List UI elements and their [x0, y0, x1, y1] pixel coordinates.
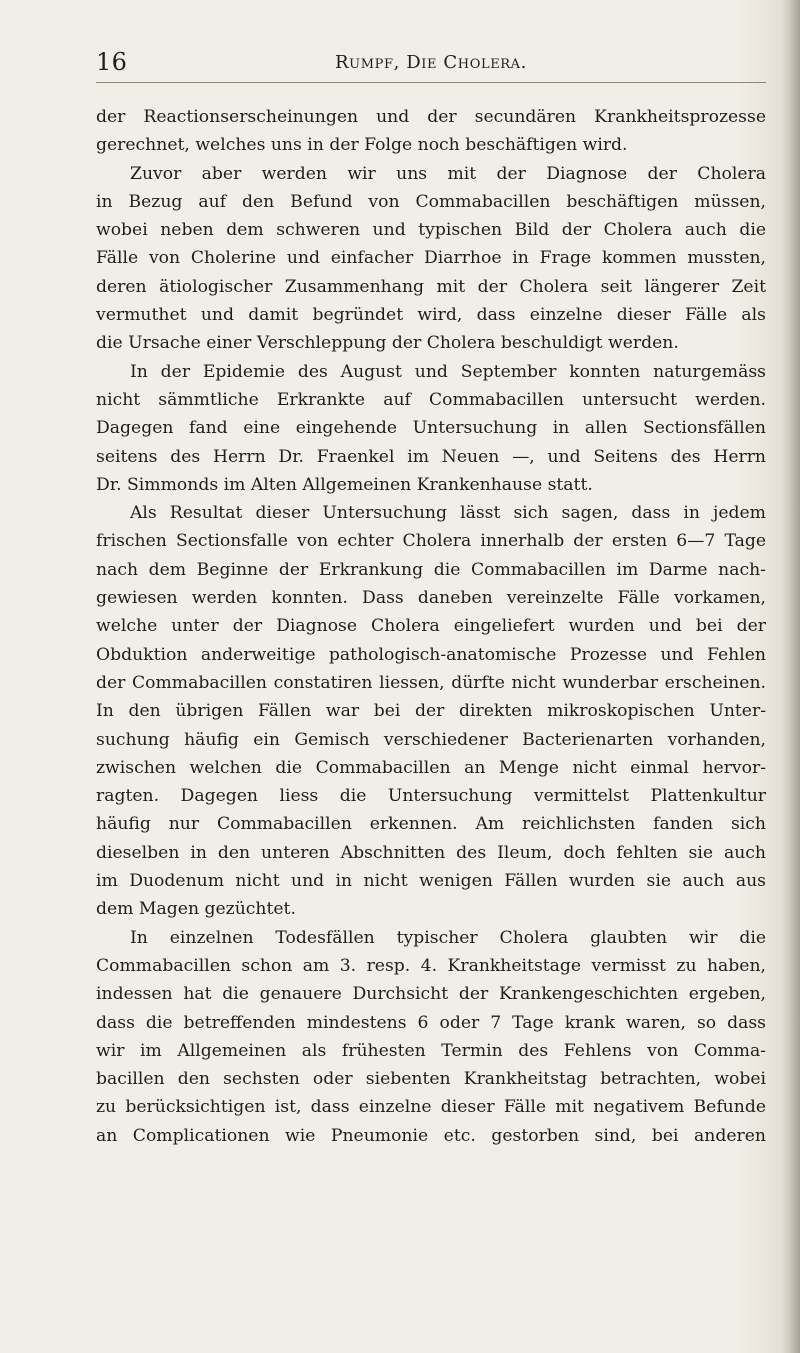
text-line: wir im Allgemeinen als frühesten Termin des Fehlens von Comma- [96, 1040, 766, 1061]
running-head: Rumpf, Die Cholera. [335, 52, 527, 73]
text-line: der Commabacillen constatiren liessen, dürfte nicht wunderbar erscheinen. [96, 672, 766, 693]
text-line: seitens des Herrn Dr. Fraenkel im Neuen —, und Seitens des Herrn [96, 446, 766, 467]
text-line: in Bezug auf den Befund von Commabacillen beschäftigen müssen, [96, 191, 766, 212]
text-line: im Duodenum nicht und in nicht wenigen Fällen wurden sie auch aus [96, 871, 766, 892]
text-line: indessen hat die genauere Durchsicht der Krankengeschichten ergeben, [96, 984, 766, 1005]
page-number: 16 [96, 48, 128, 76]
text-line: zu berücksichtigen ist, dass einzelne dieser Fälle mit negativem Befunde [96, 1097, 766, 1118]
text-line: nicht sämmtliche Erkrankte auf Commabacillen untersucht werden. [96, 389, 766, 410]
text-line: Dagegen fand eine eingehende Untersuchung in allen Sectionsfällen [96, 418, 766, 439]
body-text [96, 103, 766, 1150]
text-line: wobei neben dem schweren und typischen Bild der Cholera auch die [96, 220, 766, 241]
text-line: In einzelnen Todesfällen typischer Cholera glaubten wir die [130, 927, 766, 948]
text-line: Fälle von Cholerine und einfacher Diarrhoe in Frage kommen mussten, [96, 248, 766, 269]
text-line: dem Magen gezüchtet. [96, 899, 296, 920]
text-line: an Complicationen wie Pneumonie etc. gestorben sind, bei anderen [96, 1125, 766, 1146]
text-line: In der Epidemie des August und September konnten naturgemäss [130, 361, 766, 382]
text-line: In den übrigen Fällen war bei der direkten mikroskopischen Unter- [96, 701, 766, 722]
text-line: nach dem Beginne der Erkrankung die Commabacillen im Darme nach- [96, 559, 766, 580]
text-line: Zuvor aber werden wir uns mit der Diagnose der Cholera [130, 163, 766, 184]
text-line: suchung häufig ein Gemisch verschiedener Bacterienarten vorhanden, [96, 729, 766, 750]
text-line: der Reactionserscheinungen und der secundären Krankheitsprozesse [96, 107, 766, 127]
text-line: zwischen welchen die Commabacillen an Menge nicht einmal hervor- [96, 757, 766, 778]
text-line: dass die betreffenden mindestens 6 oder 7 Tage krank waren, so dass [96, 1012, 766, 1033]
text-line: Obduktion anderweitige pathologisch-anatomische Prozesse und Fehlen [96, 644, 766, 665]
page-header [96, 48, 766, 83]
text-line: vermuthet und damit begründet wird, dass einzelne dieser Fälle als [96, 305, 766, 326]
text-line: die Ursache einer Verschleppung der Cholera beschuldigt werden. [96, 333, 679, 354]
page-edge-shadow [782, 0, 800, 1353]
text-line: dieselben in den unteren Abschnitten des Ileum, doch fehlten sie auch [96, 842, 766, 863]
text-line: bacillen den sechsten oder siebenten Krankheitstag betrachten, wobei [96, 1069, 766, 1090]
text-line: ragten. Dagegen liess die Untersuchung vermittelst Plattenkultur [96, 786, 766, 807]
text-line: welche unter der Diagnose Cholera eingeliefert wurden und bei der [96, 616, 766, 637]
text-line: deren ätiologischer Zusammenhang mit der Cholera seit längerer Zeit [96, 276, 766, 297]
text-line: Commabacillen schon am 3. resp. 4. Krankheitstage vermisst zu haben, [96, 955, 766, 976]
text-line: häufig nur Commabacillen erkennen. Am reichlichsten fanden sich [96, 814, 766, 835]
text-line: gerechnet, welches uns in der Folge noch beschäftigen wird. [96, 135, 628, 156]
text-line: frischen Sectionsfalle von echter Cholera innerhalb der ersten 6—7 Tage [96, 531, 766, 552]
text-line: gewiesen werden konnten. Dass daneben vereinzelte Fälle vorkamen, [96, 588, 766, 609]
text-line: Dr. Simmonds im Alten Allgemeinen Krankenhause statt. [96, 474, 593, 495]
text-line: Als Resultat dieser Untersuchung lässt sich sagen, dass in jedem [130, 503, 766, 524]
